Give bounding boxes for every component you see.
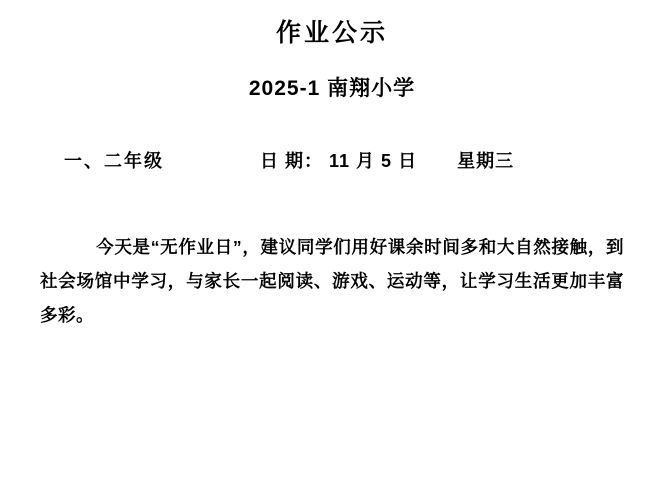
date-group xyxy=(260,148,417,174)
weekday-label: 星期三 xyxy=(457,151,515,171)
meta-row xyxy=(38,148,626,174)
grade-label: 一、二年级 xyxy=(64,151,164,171)
date-value: 11 月 5 日 xyxy=(329,151,418,171)
page-subtitle: 2025-1 南翔小学 xyxy=(248,77,416,100)
page-title: 作业公示 xyxy=(275,19,388,47)
document-page xyxy=(0,16,664,491)
body-paragraph xyxy=(38,230,626,332)
date-label: 日 期： xyxy=(260,151,324,171)
body-text: 今天是“无作业日”，建议同学们用好课余时间多和大自然接触，到社会场馆中学习，与家长一起阅读、游戏、运动等，让学习生活更加丰富多彩。 xyxy=(40,237,624,325)
